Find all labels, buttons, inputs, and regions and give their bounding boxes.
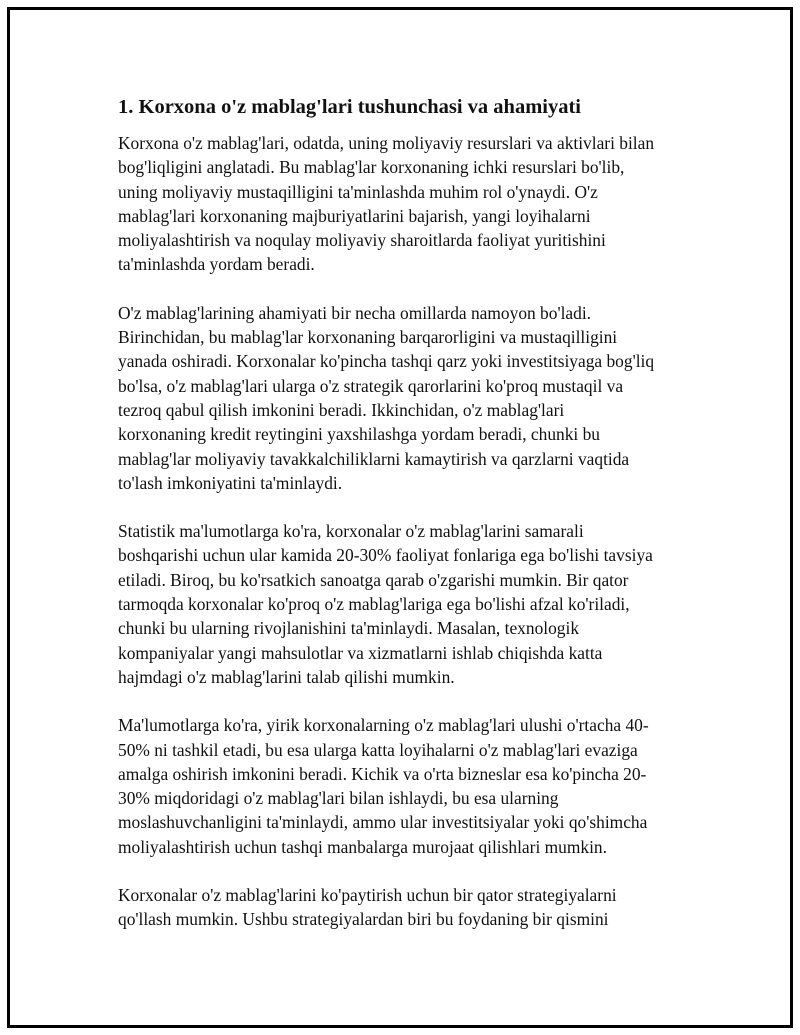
text-line: moliyalashtirish va noqulay moliyaviy sharoitlarda faoliyat yuritishini bbox=[118, 230, 606, 251]
text-line: yanada oshiradi. Korxonalar ko'pincha tashqi qarz yoki investitsiyaga bog'liq bbox=[118, 351, 655, 372]
text-line: tezroq qabul qilish imkonini beradi. Ikkinchidan, o'z mablag'lari bbox=[118, 399, 565, 420]
text-line: etiladi. Biroq, bu ko'rsatkich sanoatga qarab o'zgarishi mumkin. Bir qator bbox=[118, 569, 629, 590]
paragraph bbox=[118, 301, 690, 495]
text-line: Statistik ma'lumotlarga ko'ra, korxonalar o'z mablag'larini samarali bbox=[118, 521, 584, 542]
text-line: mablag'lar moliyaviy tavakkalchiliklarni kamaytirish va qarzlarni vaqtida bbox=[118, 448, 630, 469]
text-line: uning moliyaviy mustaqilligini ta'minlashda muhim rol o'ynaydi. O'z bbox=[118, 181, 598, 202]
text-line: Birinchidan, bu mablag'lar korxonaning barqarorligini va mustaqilligini bbox=[118, 327, 618, 348]
text-line: O'z mablag'larining ahamiyati bir necha omillarda namoyon bo'ladi. bbox=[118, 302, 592, 323]
paragraph bbox=[118, 131, 690, 277]
text-line: bo'lsa, o'z mablag'lari ularga o'z strategik qarorlarini ko'proq mustaqil va bbox=[118, 375, 624, 396]
text-line: mablag'lari korxonaning majburiyatlarini bajarish, yangi loyihalarni bbox=[118, 205, 591, 226]
text-line: 50% ni tashkil etadi, bu esa ularga katta loyihalarni o'z mablag'lari evaziga bbox=[118, 739, 638, 760]
text-line: bog'liqligini anglatadi. Bu mablag'lar korxonaning ichki resurslari bo'lib, bbox=[118, 157, 625, 178]
text-line: amalga oshirish imkonini beradi. Kichik va o'rta bizneslar esa ko'pincha 20- bbox=[118, 763, 647, 784]
text-line: hajmdagi o'z mablag'larini talab qilishi mumkin. bbox=[118, 666, 455, 687]
text-line: Korxonalar o'z mablag'larini ko'paytirish uchun bir qator strategiyalarni bbox=[118, 885, 617, 906]
text-line: Ma'lumotlarga ko'ra, yirik korxonalarning o'z mablag'lari ulushi o'rtacha 40- bbox=[118, 715, 649, 736]
text-line: tarmoqda korxonalar ko'proq o'z mablag'lariga ega bo'lishi afzal ko'riladi, bbox=[118, 594, 630, 615]
text-line: ta'minlashda yordam beradi. bbox=[118, 254, 315, 275]
text-line: to'lash imkoniyatini ta'minlaydi. bbox=[118, 472, 343, 493]
text-line: Korxona o'z mablag'lari, odatda, uning moliyaviy resurslari va aktivlari bilan bbox=[118, 133, 655, 153]
text-line: moslashuvchanligini ta'minlaydi, ammo ular investitsiyalar yoki qo'shimcha bbox=[118, 812, 648, 833]
text-line: chunki bu ularning rivojlanishini ta'minlaydi. Masalan, texnologik bbox=[118, 618, 580, 639]
text-line: 30% miqdoridagi o'z mablag'lari bilan ishlaydi, bu esa ularning bbox=[118, 788, 559, 809]
document-body bbox=[118, 93, 690, 956]
paragraph bbox=[118, 883, 690, 932]
text-line: qo'llash mumkin. Ushbu strategiyalardan biri bu foydaning bir qismini bbox=[118, 909, 609, 930]
text-line: moliyalashtirish uchun tashqi manbalarga murojaat qilishlari mumkin. bbox=[118, 836, 607, 857]
text-line: kompaniyalar yangi mahsulotlar va xizmatlarni ishlab chiqishda katta bbox=[118, 642, 603, 663]
section-heading: 1. Korxona o'z mablag'lari tushunchasi va ahamiyati bbox=[118, 96, 582, 118]
paragraph bbox=[118, 519, 690, 689]
text-line: boshqarishi uchun ular kamida 20-30% faoliyat fonlariga ega bo'lishi tavsiya bbox=[118, 545, 653, 566]
paragraph bbox=[118, 713, 690, 859]
text-line: korxonaning kredit reytingini yaxshilashga yordam beradi, chunki bu bbox=[118, 424, 600, 445]
